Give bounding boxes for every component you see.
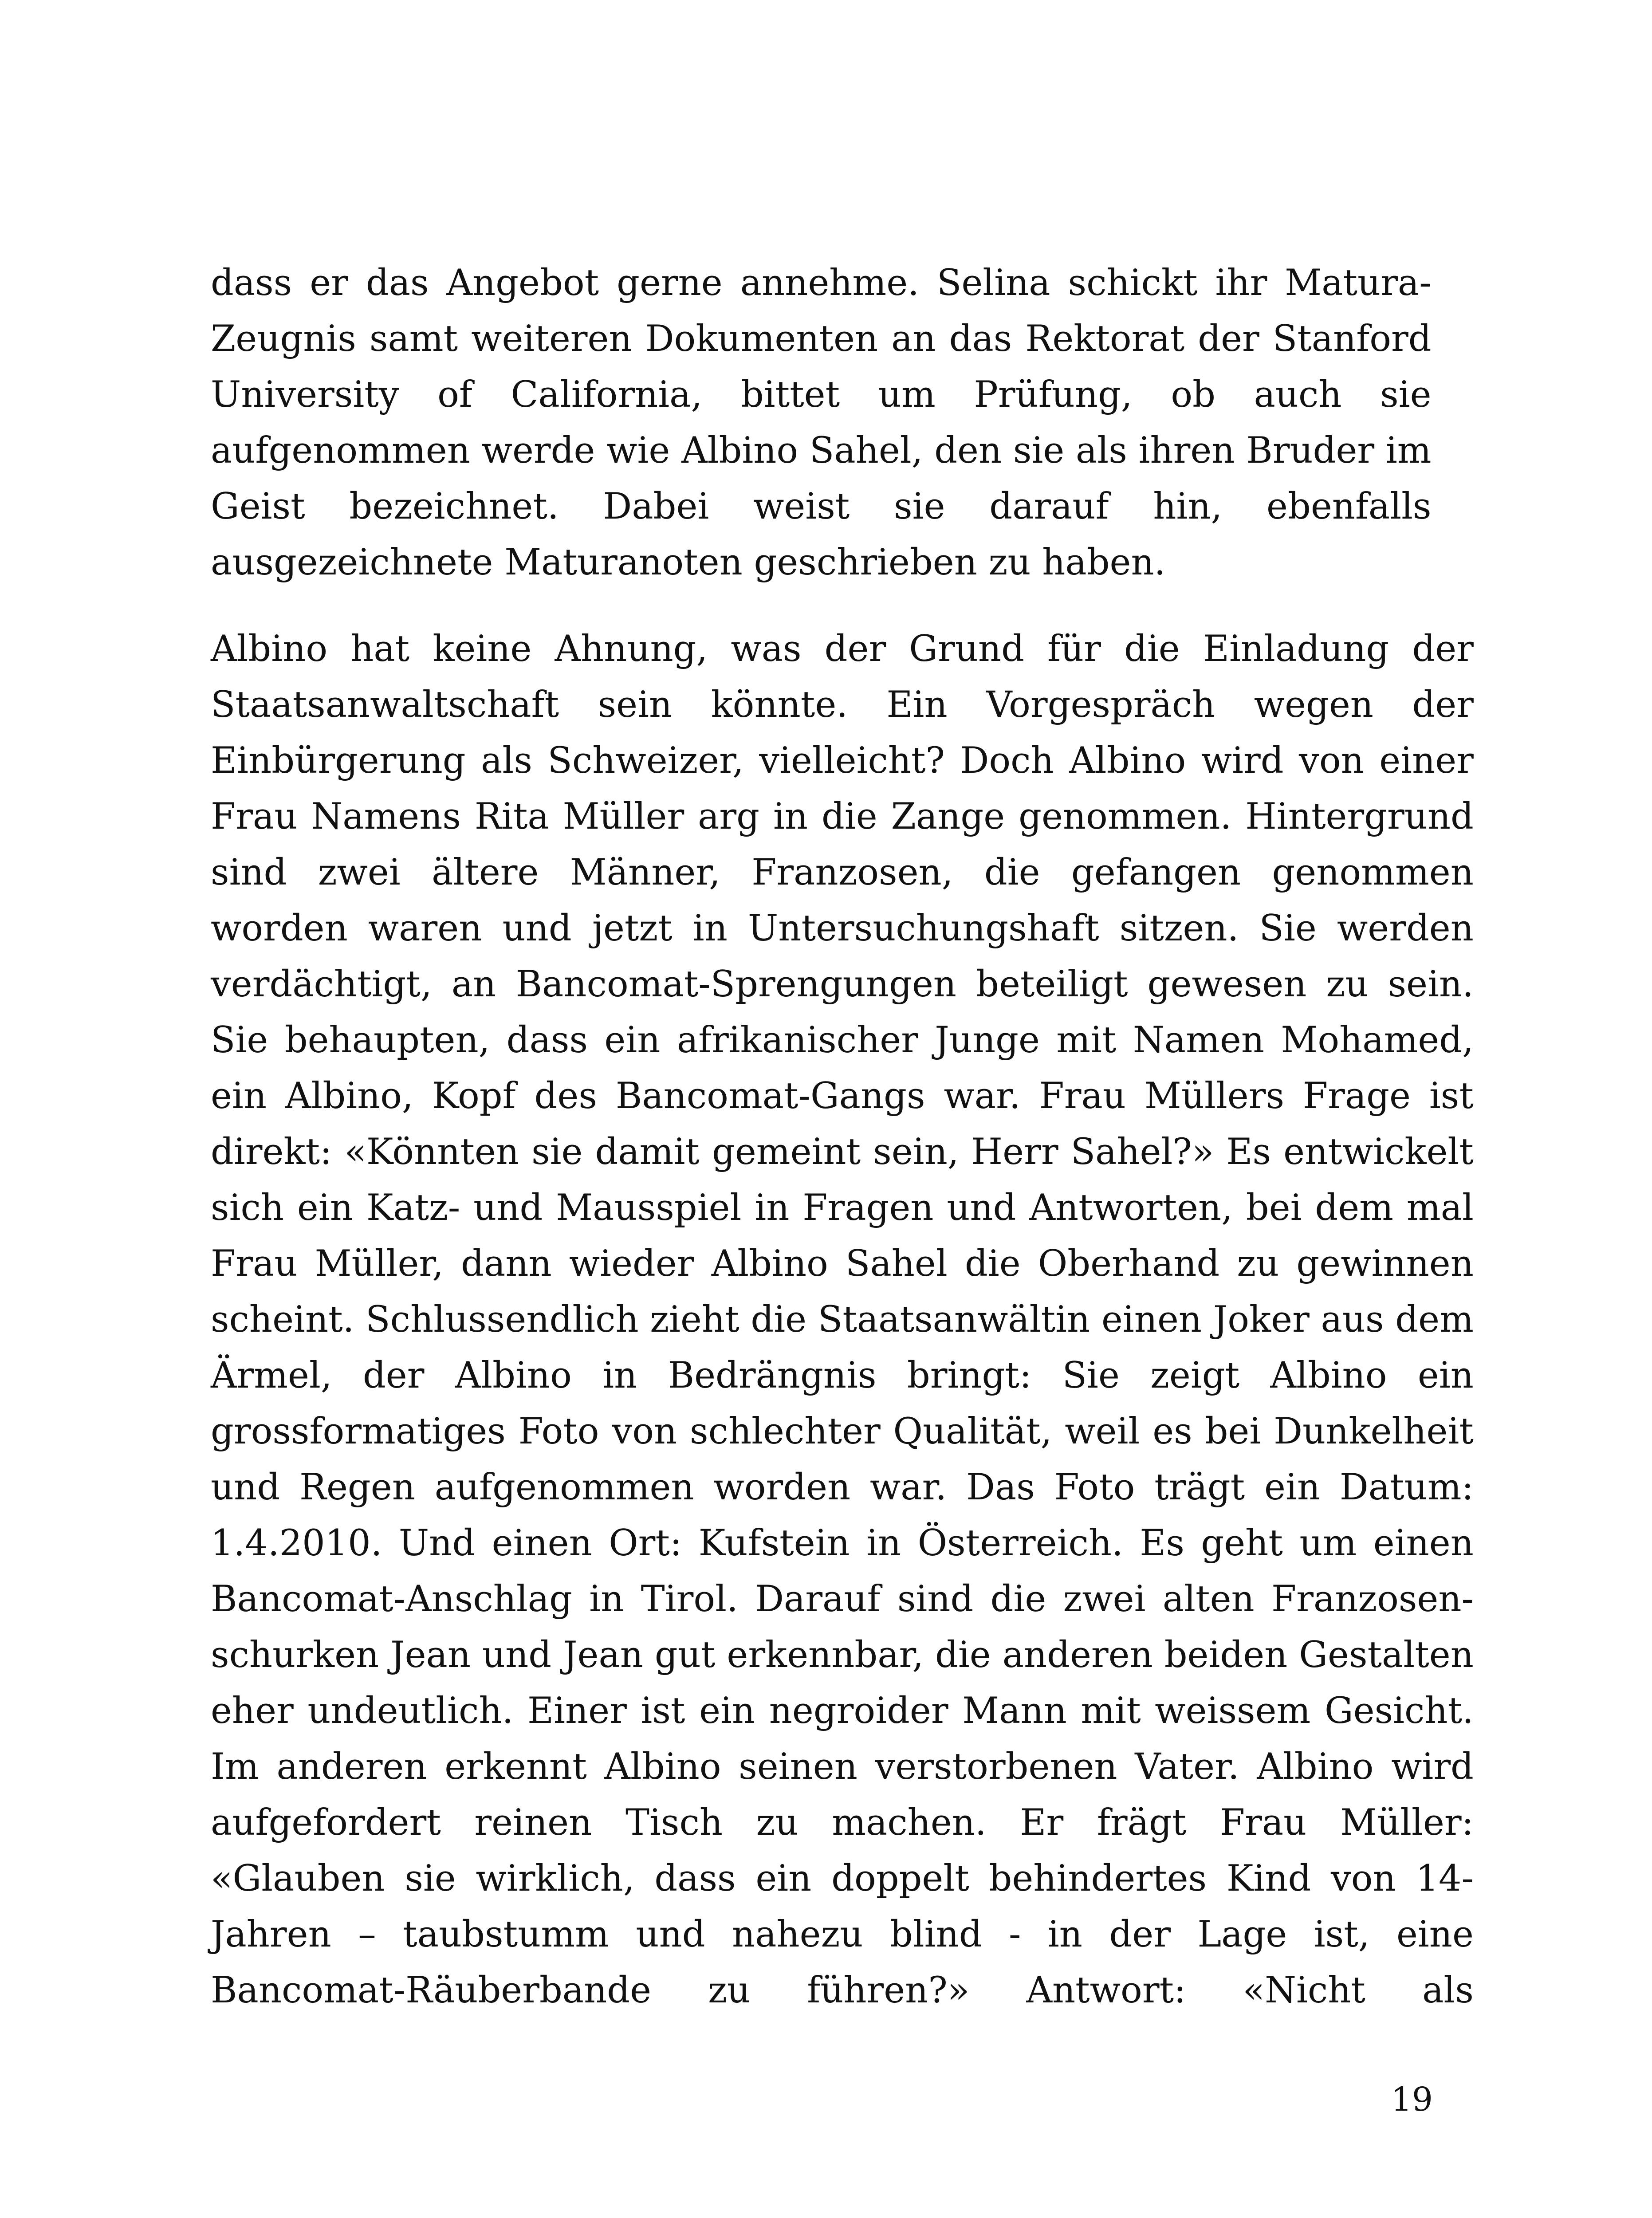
text-line: Einbürgerung als Schweizer, vielleicht? Doch Albino wird von einer xyxy=(211,740,1474,782)
text-line: worden waren und jetzt in Untersuchungshaft sitzen. Sie werden xyxy=(211,908,1474,949)
text-line: Albino hat keine Ahnung, was der Grund für die Einladung der xyxy=(211,628,1474,670)
paragraph-2 xyxy=(211,621,1474,2018)
text-line: ausgezeichnete Maturanoten geschrieben zu haben. xyxy=(211,542,1166,583)
text-line: und Regen aufgenommen worden war. Das Foto trägt ein Datum: xyxy=(211,1467,1474,1508)
text-line: sich ein Katz- und Mausspiel in Fragen und Antworten, bei dem mal xyxy=(211,1187,1474,1229)
text-line: ein Albino, Kopf des Bancomat-Gangs war. Frau Müllers Frage ist xyxy=(211,1075,1474,1117)
text-line: Sie behaupten, dass ein afrikanischer Junge mit Namen Mohamed, xyxy=(211,1019,1474,1061)
page-number: 19 xyxy=(1391,2080,1433,2119)
text-line: aufgenommen werde wie Albino Sahel, den sie als ihren Bruder im xyxy=(211,430,1432,472)
text-line: scheint. Schlussendlich zieht die Staatsanwältin einen Joker aus dem xyxy=(211,1299,1474,1341)
text-line: aufgefordert reinen Tisch zu machen. Er frägt Frau Müller: xyxy=(211,1802,1474,1844)
text-line: Bancomat-Räuberbande zu führen?» Antwort: «Nicht als xyxy=(211,1970,1474,2011)
text-line: sind zwei ältere Männer, Franzosen, die gefangen genommen xyxy=(211,852,1474,893)
text-line: University of California, bittet um Prüfung, ob auch sie xyxy=(211,374,1432,416)
text-line: Zeugnis samt weiteren Dokumenten an das Rektorat der Stanford xyxy=(211,318,1432,360)
text-line: Ärmel, der Albino in Bedrängnis bringt: Sie zeigt Albino ein xyxy=(211,1355,1474,1396)
text-line: 1.4.2010. Und einen Ort: Kufstein in Österreich. Es geht um einen xyxy=(211,1522,1474,1564)
text-line: schurken Jean und Jean gut erkennbar, die anderen beiden Gestalten xyxy=(211,1634,1474,1676)
text-line: Frau Müller, dann wieder Albino Sahel die Oberhand zu gewinnen xyxy=(211,1243,1474,1285)
text-line: verdächtigt, an Bancomat-Sprengungen beteiligt gewesen zu sein. xyxy=(211,963,1474,1005)
text-line: Bancomat-Anschlag in Tirol. Darauf sind die zwei alten Franzosen- xyxy=(211,1578,1474,1620)
text-line: eher undeutlich. Einer ist ein negroider Mann mit weissem Gesicht. xyxy=(211,1690,1474,1732)
text-line: Jahren – taubstumm und nahezu blind - in der Lage ist, eine xyxy=(211,1914,1474,1955)
text-line: Im anderen erkennt Albino seinen verstorbenen Vater. Albino wird xyxy=(211,1746,1474,1788)
text-line: Frau Namens Rita Müller arg in die Zange genommen. Hintergrund xyxy=(211,796,1474,838)
paragraph-1 xyxy=(211,255,1432,590)
text-line: dass er das Angebot gerne annehme. Selina schickt ihr Matura- xyxy=(211,262,1432,304)
text-line: Staatsanwaltschaft sein könnte. Ein Vorgespräch wegen der xyxy=(211,684,1474,726)
text-line: Geist bezeichnet. Dabei weist sie darauf hin, ebenfalls xyxy=(211,486,1432,527)
text-line: «Glauben sie wirklich, dass ein doppelt behindertes Kind von 14- xyxy=(211,1858,1474,1899)
text-line: direkt: «Könnten sie damit gemeint sein, Herr Sahel?» Es entwickelt xyxy=(211,1131,1474,1173)
text-line: grossformatiges Foto von schlechter Qualität, weil es bei Dunkelheit xyxy=(211,1411,1474,1452)
